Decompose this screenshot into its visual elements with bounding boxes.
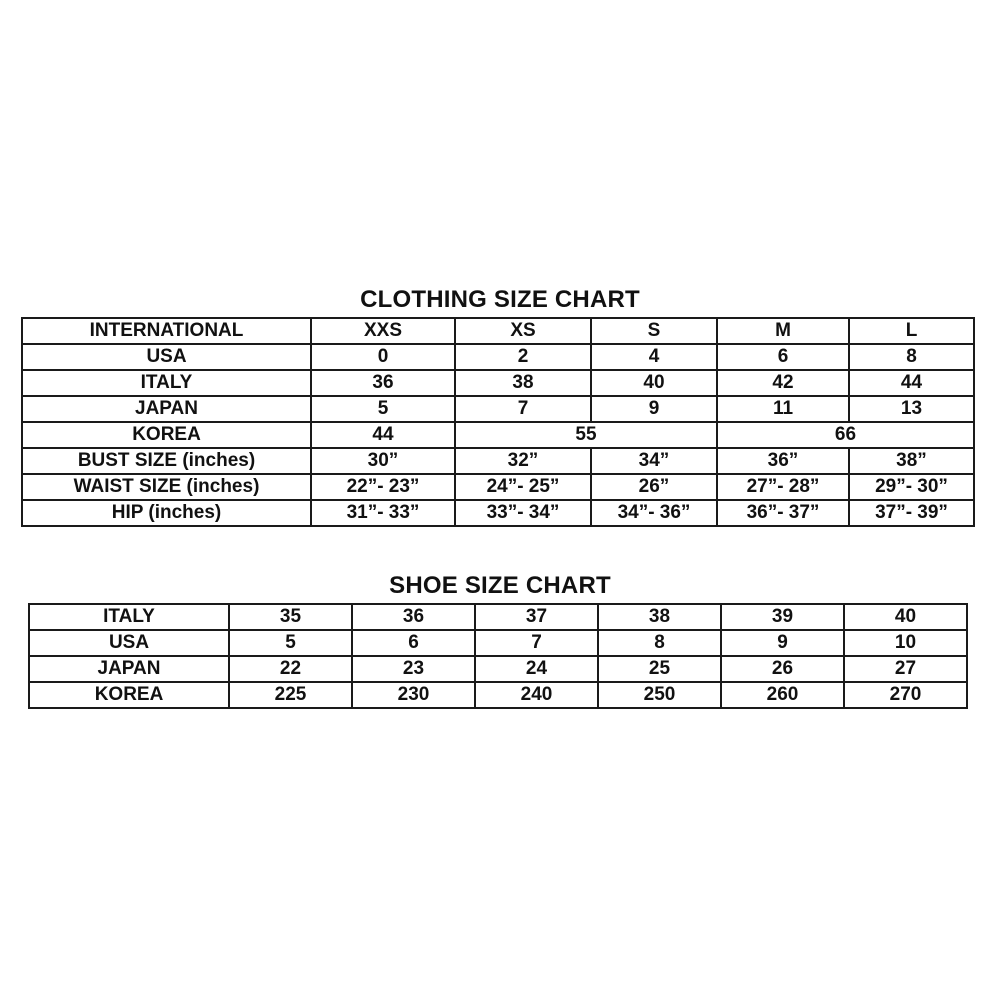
table-cell: 22 — [229, 656, 352, 682]
table-cell: 240 — [475, 682, 598, 708]
table-cell: 38” — [849, 448, 974, 474]
shoe-row-japan — [29, 656, 967, 682]
table-cell: 5 — [229, 630, 352, 656]
table-cell: 30” — [311, 448, 455, 474]
table-cell: XXS — [311, 318, 455, 344]
table-cell: 35 — [229, 604, 352, 630]
table-cell: 5 — [311, 396, 455, 422]
row-label: ITALY — [29, 604, 229, 630]
table-cell: S — [591, 318, 717, 344]
table-cell: 36 — [352, 604, 475, 630]
row-label: BUST SIZE (inches) — [22, 448, 311, 474]
table-cell: 32” — [455, 448, 591, 474]
table-cell: 44 — [849, 370, 974, 396]
table-cell: 44 — [311, 422, 455, 448]
table-cell: 27 — [844, 656, 967, 682]
table-cell: L — [849, 318, 974, 344]
table-cell: 38 — [455, 370, 591, 396]
table-cell: 31”- 33” — [311, 500, 455, 526]
row-label: KOREA — [22, 422, 311, 448]
table-cell: 8 — [598, 630, 721, 656]
table-cell: 6 — [352, 630, 475, 656]
clothing-row-italy — [22, 370, 974, 396]
shoe-chart-title: SHOE SIZE CHART — [389, 572, 611, 599]
table-cell: 34” — [591, 448, 717, 474]
row-label: USA — [22, 344, 311, 370]
table-cell: 33”- 34” — [455, 500, 591, 526]
table-cell: 8 — [849, 344, 974, 370]
row-label: USA — [29, 630, 229, 656]
table-cell: 26” — [591, 474, 717, 500]
table-cell: 270 — [844, 682, 967, 708]
table-cell: 230 — [352, 682, 475, 708]
clothing-row-bust — [22, 448, 974, 474]
clothing-row-korea — [22, 422, 974, 448]
table-cell: 66 — [717, 422, 974, 448]
table-cell: 39 — [721, 604, 844, 630]
table-cell: 6 — [717, 344, 849, 370]
table-cell: 25 — [598, 656, 721, 682]
table-cell: 9 — [721, 630, 844, 656]
table-cell: 36 — [311, 370, 455, 396]
table-cell: 24 — [475, 656, 598, 682]
table-cell: 40 — [844, 604, 967, 630]
row-label: WAIST SIZE (inches) — [22, 474, 311, 500]
clothing-row-usa — [22, 344, 974, 370]
shoe-row-italy — [29, 604, 967, 630]
clothing-size-table — [21, 317, 975, 527]
table-cell: 9 — [591, 396, 717, 422]
table-cell: 40 — [591, 370, 717, 396]
row-label: JAPAN — [29, 656, 229, 682]
clothing-row-japan — [22, 396, 974, 422]
table-cell: 37”- 39” — [849, 500, 974, 526]
row-label: HIP (inches) — [22, 500, 311, 526]
table-cell: 42 — [717, 370, 849, 396]
table-cell: 225 — [229, 682, 352, 708]
table-cell: 34”- 36” — [591, 500, 717, 526]
table-cell: 24”- 25” — [455, 474, 591, 500]
table-cell: 7 — [475, 630, 598, 656]
table-cell: 250 — [598, 682, 721, 708]
table-cell: 13 — [849, 396, 974, 422]
table-cell: 7 — [455, 396, 591, 422]
table-cell: 36” — [717, 448, 849, 474]
clothing-chart-title: CLOTHING SIZE CHART — [360, 286, 640, 313]
table-cell: 38 — [598, 604, 721, 630]
table-cell: 37 — [475, 604, 598, 630]
table-cell: 4 — [591, 344, 717, 370]
table-cell: 2 — [455, 344, 591, 370]
table-cell: 260 — [721, 682, 844, 708]
shoe-row-korea — [29, 682, 967, 708]
clothing-row-international — [22, 318, 974, 344]
table-cell: 36”- 37” — [717, 500, 849, 526]
row-label: KOREA — [29, 682, 229, 708]
table-cell: 0 — [311, 344, 455, 370]
table-cell: XS — [455, 318, 591, 344]
row-label: JAPAN — [22, 396, 311, 422]
table-cell: 27”- 28” — [717, 474, 849, 500]
table-cell: 26 — [721, 656, 844, 682]
table-cell: 23 — [352, 656, 475, 682]
clothing-row-hip — [22, 500, 974, 526]
shoe-size-table — [28, 603, 968, 709]
table-cell: 11 — [717, 396, 849, 422]
table-cell: 22”- 23” — [311, 474, 455, 500]
row-label: INTERNATIONAL — [22, 318, 311, 344]
table-cell: 55 — [455, 422, 717, 448]
clothing-row-waist — [22, 474, 974, 500]
table-cell: 29”- 30” — [849, 474, 974, 500]
table-cell: M — [717, 318, 849, 344]
row-label: ITALY — [22, 370, 311, 396]
shoe-row-usa — [29, 630, 967, 656]
table-cell: 10 — [844, 630, 967, 656]
